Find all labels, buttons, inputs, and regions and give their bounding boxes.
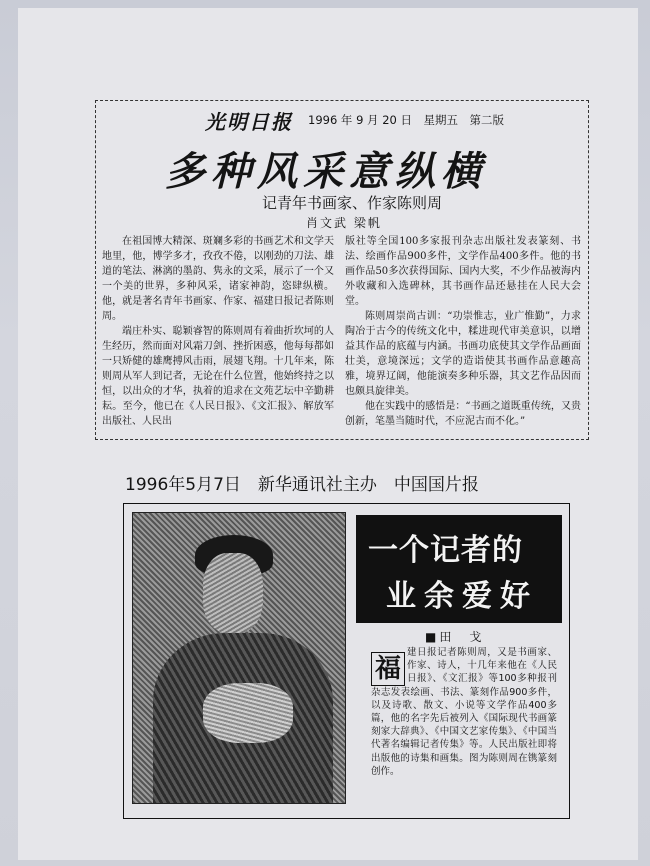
- article-title-box: [356, 515, 562, 623]
- paragraph: 端庄朴实、聪颖睿智的陈则周有着曲折坎坷的人生经历，然而面对风霜刀剑、挫折困惑，他每每都如一只矫健的雄鹰搏风击雨，展翅飞翔。十几年来，陈则周从军人到记者，无论在什么位置，他始终持之以恒，以出众的才华，执着的追求在文苑艺坛中辛勤耕耘。至今，他已在《人民日报》、《文汇报》、解放军出版社、人民出: [102, 326, 334, 427]
- pictorial-header: 1996年5月7日 新华通讯社主办 中国国片报: [125, 475, 479, 495]
- newspaper-masthead: 光明日报: [205, 110, 293, 134]
- article-subtitle: 记青年书画家、作家陈则周: [262, 194, 443, 212]
- photo-figure-hands: [203, 683, 293, 743]
- article-author: ■田 戈: [425, 630, 485, 644]
- article-body-text: 建日报记者陈则周，又是书画家、作家、诗人，十几年来他在《人民日报》、《文汇报》等100多种报刊杂志发表绘画、书法、篆刻作品900多件，以及诗歌、散文、小说等文学作品400多篇，他的名字先后被列入《国际现代书画篆刻家大辞典》、《中国文艺家传集》、《中国当代著名编辑记者传集》等。人民出版社即将出版他的诗集和画集。图为陈则周在镌篆刻创作。: [371, 647, 557, 777]
- article-headline: 多种风采意纵横: [165, 148, 487, 195]
- article-column-left: [102, 234, 334, 429]
- dateline: 1996 年 9 月 20 日 星期五 第二版: [308, 113, 504, 127]
- dropcap-character: 福: [371, 652, 405, 686]
- article-byline: 肖文武 梁帆: [306, 216, 382, 230]
- paragraph: 在祖国博大精深、斑斓多彩的书画艺术和文学天地里，他，博学多才，孜孜不倦，以刚劲的刀法、雄道的笔法、淋漓的墨韵、隽永的文采，展示了一个又一个美的世界，多种风采，诸家神韵，恣肆纵横。他，就是著名青年书画家、作家、福建日报记者陈则周。: [102, 236, 334, 322]
- photo-figure-face: [203, 553, 263, 633]
- title-line-1: 一个记者的: [368, 533, 523, 568]
- paragraph: 他在实践中的感悟是：“书画之道既重传统，又贵创新，笔墨当随时代，不应泥古而不化。”: [345, 401, 581, 427]
- paragraph: 版社等全国100多家报刊杂志出版社发表篆刻、书法、绘画作品900多件，文学作品400多件。他的书画作品50多次获得国际、国内大奖，不少作品被海内外收藏和入选碑林，其书画作品还悬挂在人民大会堂。: [345, 236, 581, 307]
- portrait-photo: [132, 512, 346, 804]
- article-column-right: [345, 234, 581, 429]
- paragraph: 陈则周崇尚古训：“功崇惟志，业广惟勤”，力求陶冶于古今的传统文化中，糅进现代审美意识，以增益其作品的底蕴与内涵。书画功底使其文学作品画面壮美，意境深远；文学的造诣使其书画作品意趣高雅，境界辽阔，他能演奏多种乐器，其文艺作品因而也颇具旋律美。: [345, 311, 581, 397]
- title-line-2: 业余爱好: [386, 579, 538, 614]
